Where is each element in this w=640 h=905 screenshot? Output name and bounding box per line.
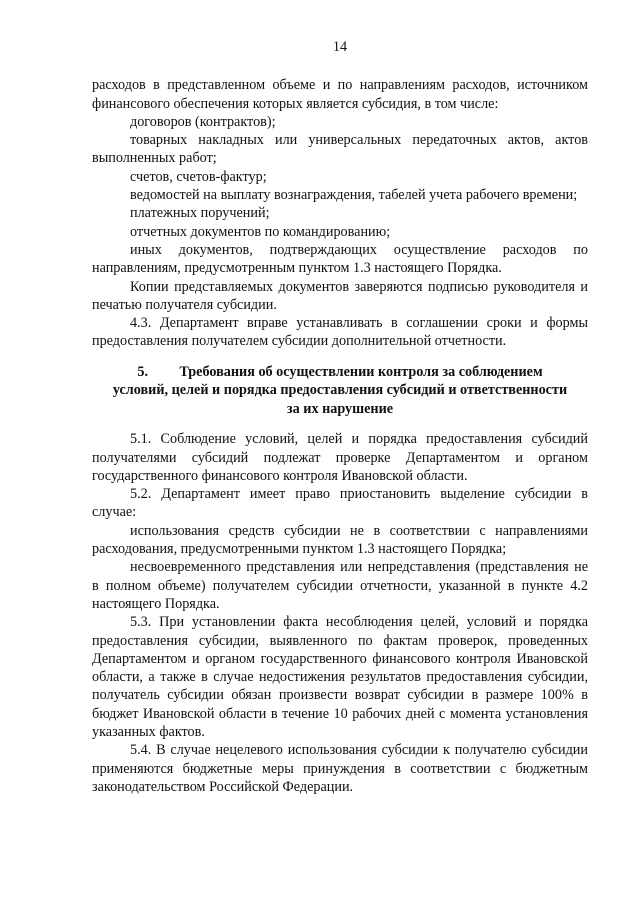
paragraph: 5.4. В случае нецелевого использования субсидии к получателю субсидии применяются бюджетные меры принуждения в соответствии с бюджетным законодательством Российской Федерации. [92,742,588,795]
list-item: товарных накладных или универсальных передаточных актов, актов выполненных работ; [92,132,588,167]
section-title-line: Требования об осуществлении контроля за соблюдением [179,363,543,380]
section-title-line: за их нарушение [286,400,394,417]
list-item: несвоевременного представления или непредставления (представления не в полном объеме) получателем субсидии отчетности, указанной в пункте 4.2 настоящего Порядка. [92,559,588,612]
list-item: договоров (контрактов); [130,113,276,130]
paragraph: Копии представляемых документов заверяются подписью руководителя и печатью получателя субсидии. [92,278,588,313]
list-item: отчетных документов по командированию; [130,223,391,240]
section-heading [92,363,588,419]
section-title-line: условий, целей и порядка предоставления субсидий и ответственности [112,382,568,399]
list-item: ведомостей на выплату вознаграждения, табелей учета рабочего времени; [130,187,578,204]
paragraph: 5.3. При установлении факта несоблюдения целей, условий и порядка предоставления субсидии, выявленного по фактам проверок, проведенных Департаментом и органом государственного финансового контроля Ивановской области, а также в случае недостижения результатов предоставления субсидии, получатель субсидии обязан произвести возврат субсидии в размере 100% в бюджет Ивановской области в течение 10 рабочих дней с момента установления указанных фактов. [92,614,588,740]
list-item: счетов, счетов-фактур; [130,168,267,185]
paragraph: 5.1. Соблюдение условий, целей и порядка предоставления субсидий получателями субсидий подлежат проверке Департаментом и органом государственного финансового контроля Ивановской области. [92,431,588,484]
page-number: 14 [332,39,348,55]
list-item: использования средств субсидии не в соответствии с направлениями расходования, предусмотренными пунктом 1.3 настоящего Порядка; [92,522,588,558]
paragraph: 4.3. Департамент вправе устанавливать в соглашении сроки и формы предоставления получателем субсидии дополнительной отчетности. [92,315,588,350]
section-number: 5. [137,363,148,380]
list-item: платежных поручений; [130,205,270,222]
paragraph: 5.2. Департамент имеет право приостановить выделение субсидии в случае: [92,486,588,521]
paragraph: расходов в представленном объеме и по направлениям расходов, источником финансового обеспечения которых является субсидия, в том числе: [92,77,588,112]
list-item: иных документов, подтверждающих осуществление расходов по направлениям, предусмотренным пунктом 1.3 настоящего Порядка. [92,241,588,277]
